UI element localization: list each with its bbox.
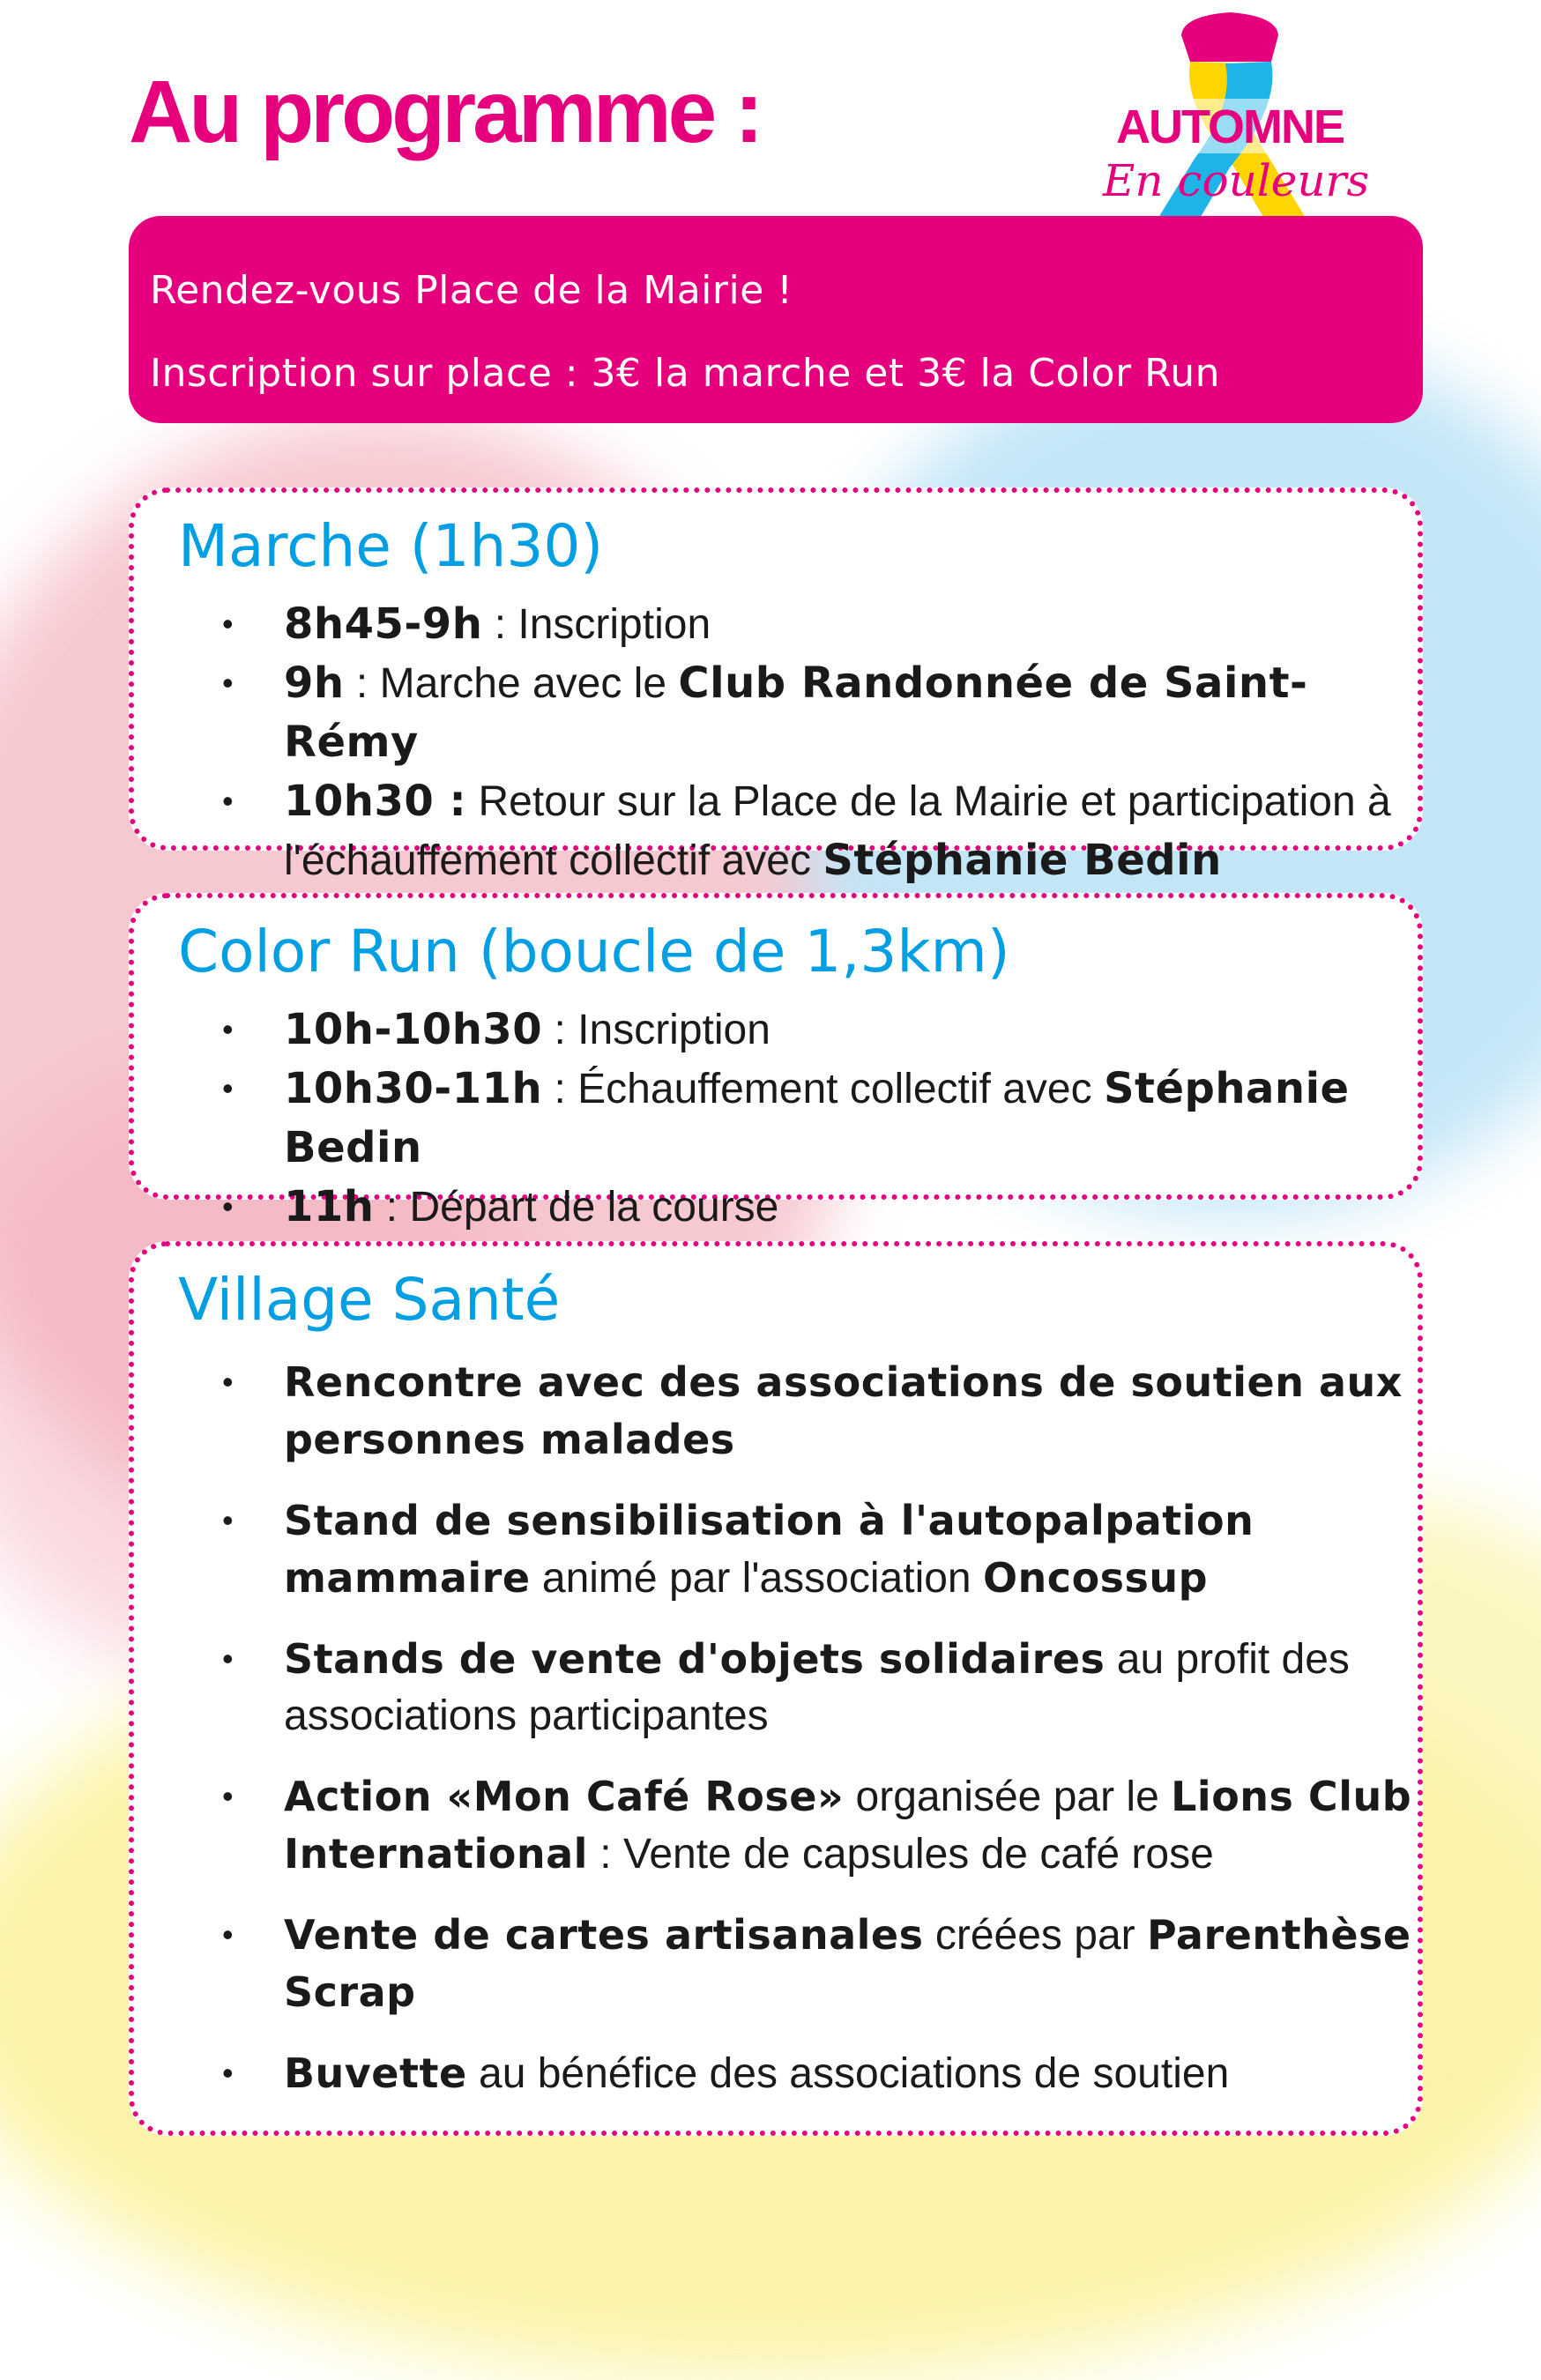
coach-name: Stéphanie Bedin	[823, 836, 1222, 885]
time-label: 10h30 :	[284, 777, 467, 826]
activity-name: Vente de cartes artisanales	[284, 1911, 924, 1959]
village-sante-card	[129, 1241, 1423, 2136]
item-text: organisée par le	[844, 1774, 1172, 1820]
list-item	[178, 654, 1418, 772]
list-item	[178, 1907, 1418, 2021]
organizer-name: Club Randonnée de Saint-Rémy	[284, 658, 1308, 767]
time-label: 8h45-9h	[284, 599, 483, 649]
activity-name: Stands de vente d'objets solidaires	[284, 1635, 1106, 1683]
time-label: 11h	[284, 1182, 375, 1231]
item-text: : Échauffement collectif avec	[542, 1066, 1104, 1112]
association-name: Oncossup	[982, 1554, 1209, 1602]
info-banner	[129, 216, 1423, 423]
color-run-schedule-list	[178, 1000, 1418, 1237]
list-item	[178, 2045, 1418, 2102]
banner-meeting-point: Rendez-vous Place de la Mairie !	[150, 268, 793, 313]
village-sante-title: Village Santé	[178, 1266, 561, 1334]
time-label: 9h	[284, 658, 345, 708]
item-text: au profit des associations participantes	[284, 1636, 1350, 1739]
list-item	[178, 1631, 1418, 1744]
village-activities-list	[178, 1354, 1418, 2102]
activity-name: Buvette	[284, 2049, 467, 2097]
list-item	[178, 1354, 1418, 1469]
activity-name: Stand de sensibilisation à l'autopalpation mammaire	[284, 1497, 1254, 1602]
list-item	[178, 772, 1418, 890]
marche-schedule-list	[178, 595, 1418, 890]
item-text: au bénéfice des associations de soutien	[466, 2050, 1230, 2097]
marche-title: Marche (1h30)	[178, 512, 604, 580]
page-title: Au programme :	[129, 63, 761, 161]
item-text: : Inscription	[482, 601, 711, 648]
color-run-card	[129, 893, 1423, 1231]
association-name: Lions Club International	[284, 1773, 1412, 1878]
list-item	[178, 1000, 1418, 1060]
time-label: 10h-10h30	[284, 1005, 543, 1054]
marche-card	[129, 487, 1423, 885]
item-text: : Départ de la course	[374, 1184, 779, 1231]
activity-name: Action «Mon Café Rose»	[284, 1773, 845, 1820]
item-text: animé par l'association	[530, 1555, 983, 1602]
activity-name: Rencontre avec des associations de soutien aux personnes malades	[284, 1358, 1403, 1463]
item-text: : Vente de capsules de café rose	[587, 1831, 1214, 1878]
banner-registration-fees: Inscription sur place : 3€ la marche et 3€ la Color Run	[150, 351, 1220, 396]
list-item	[178, 1768, 1418, 1883]
list-item	[178, 595, 1418, 654]
item-text: créées par	[923, 1912, 1147, 1959]
list-item	[178, 1060, 1418, 1178]
association-name: Parenthèse Scrap	[284, 1911, 1411, 2016]
color-run-title: Color Run (boucle de 1,3km)	[178, 918, 1010, 985]
logo-word-en-couleurs: En couleurs	[1102, 155, 1370, 206]
list-item	[178, 1178, 1418, 1237]
coach-name: Stéphanie Bedin	[284, 1064, 1350, 1172]
logo-word-automne: AUTOMNE	[1115, 100, 1344, 153]
item-text: : Marche avec le	[344, 660, 679, 707]
list-item	[178, 1492, 1418, 1607]
item-text: Retour sur la Place de la Mairie et participation à l'échauffement collectif avec	[284, 778, 1391, 884]
ribbon-loop-icon	[1181, 12, 1278, 62]
time-label: 10h30-11h	[284, 1064, 543, 1113]
item-text: : Inscription	[542, 1007, 770, 1053]
